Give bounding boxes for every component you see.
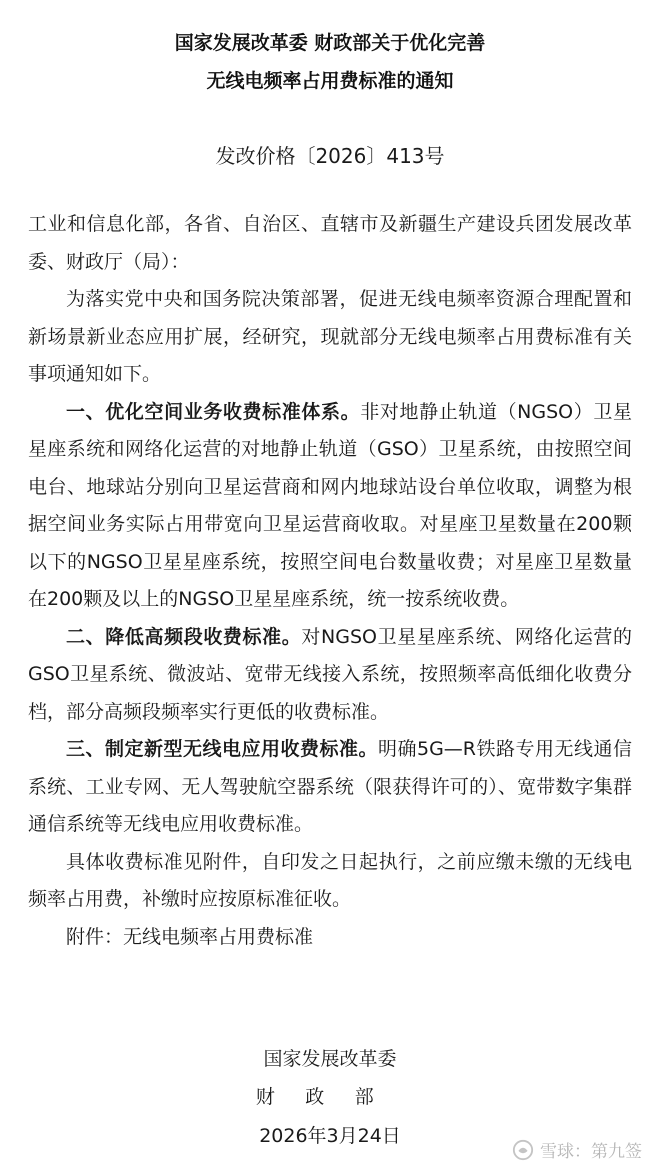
section-2-heading: 二、降低高频段收费标准。 (66, 625, 302, 648)
section-2-paragraph (28, 619, 632, 732)
section-1-heading: 一、优化空间业务收费标准体系。 (66, 400, 361, 423)
watermark-text: 雪球：第九签 (540, 1142, 642, 1162)
section-3-paragraph (28, 731, 632, 844)
signature-org-ndrc: 国家发展改革委 (263, 1048, 397, 1070)
section-1-text: 非对地静止轨道（NGSO）卫星星座系统和网络化运营的对地静止轨道（GSO）卫星系统，由按照空间电台、地球站分别向卫星运营商和网内地球站设台单位收取，调整为根据空间业务实际占用带宽向卫星运营商收取。对星座卫星数量在200颗以下的NGSO卫星星座系统，按照空间电台数量收费；对星座卫星数量在200颗及以上的NGSO卫星星座系统，统一按系统收费。 (28, 400, 632, 610)
watermark (512, 1137, 642, 1162)
snowball-logo-icon (512, 1139, 534, 1161)
attachment-line: 附件：无线电频率占用费标准 (66, 925, 314, 948)
section-3-heading: 三、制定新型无线电应用收费标准。 (66, 738, 378, 760)
document-number: 发改价格〔2026〕413号 (215, 144, 445, 168)
addressee: 工业和信息化部，各省、自治区、直辖市及新疆生产建设兵团发展改革委、财政厅（局）： (28, 213, 632, 273)
document-title-line1: 国家发展改革委 财政部关于优化完善 (174, 32, 486, 54)
intro-paragraph: 为落实党中央和国务院决策部署，促进无线电频率资源合理配置和新场景新业态应用扩展，经研究，现就部分无线电频率占用费标准有关事项通知如下。 (28, 288, 632, 385)
section-1-paragraph (28, 394, 632, 619)
signature-org-mof: 财政部 (255, 1086, 405, 1108)
document-body (28, 206, 632, 956)
document-title-line2: 无线电频率占用费标准的通知 (206, 70, 454, 92)
signature-date: 2026年3月24日 (259, 1125, 401, 1147)
effective-paragraph: 具体收费标准见附件，自印发之日起执行，之前应缴未缴的无线电频率占用费，补缴时应按原标准征收。 (28, 850, 632, 910)
section-3-text: 明确5G—R铁路专用无线通信系统、工业专网、无人驾驶航空器系统（限获得许可的）、宽带数字集群通信系统等无线电应用收费标准。 (28, 738, 632, 835)
section-2-text: 对NGSO卫星星座系统、网络化运营的GSO卫星系统、微波站、宽带无线接入系统，按照频率高低细化收费分档，部分高频段频率实行更低的收费标准。 (28, 625, 632, 723)
